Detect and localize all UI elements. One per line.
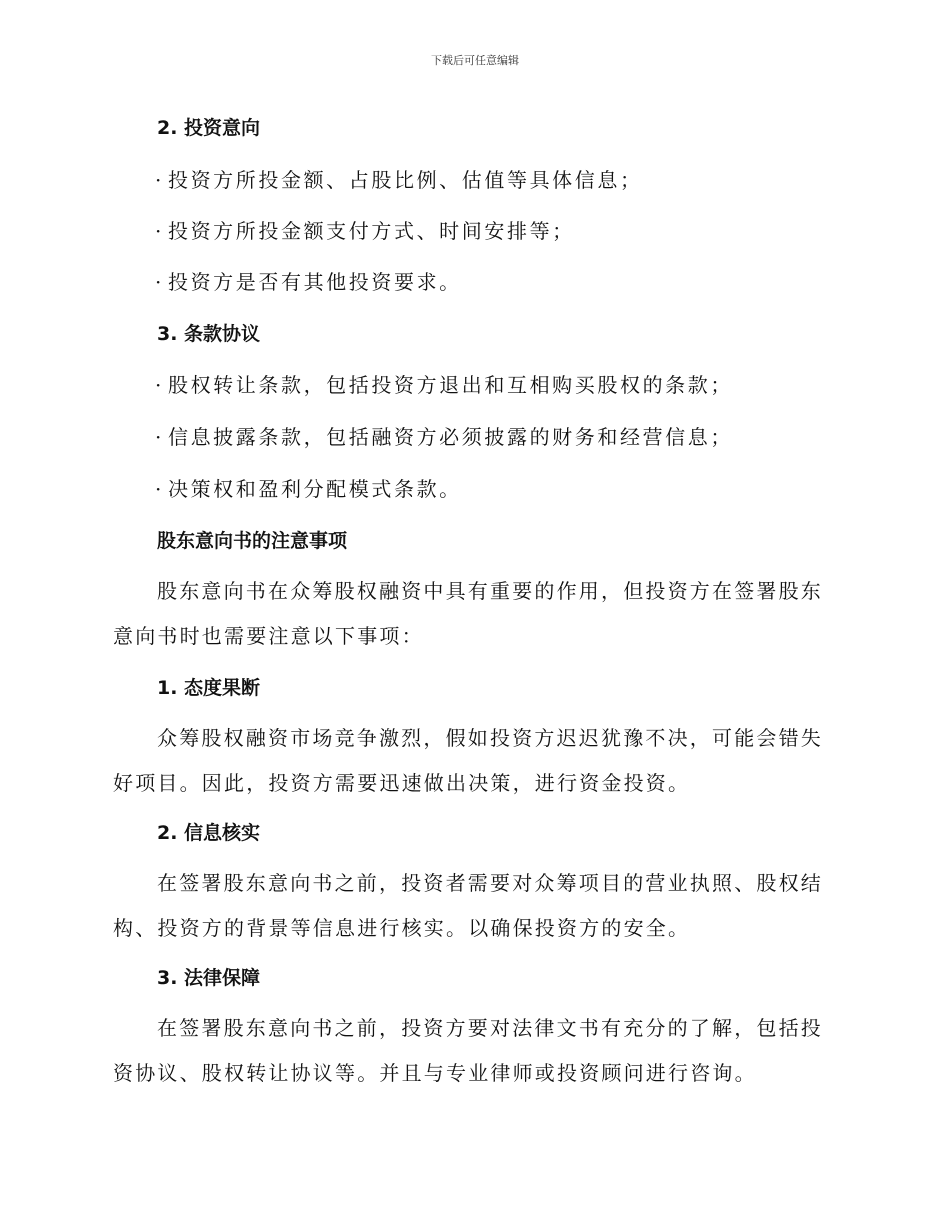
- bullet-item: [155, 268, 462, 296]
- bullet-text: 投资方所投金额、占股比例、估值等具体信息；: [167, 168, 643, 192]
- bullet-dot: ·: [155, 425, 164, 449]
- note-paragraph-legal: 在签署股东意向书之前，投资方要对法律文书有充分的了解，包括投资协议、股权转让协议等。并且与专业律师或投资顾问进行咨询。: [113, 1016, 823, 1085]
- bullet-item: [155, 166, 643, 194]
- note-paragraph-verification: 在签署股东意向书之前，投资者需要对众筹项目的营业执照、股权结构、投资方的背景等信息进行核实。以确保投资方的安全。: [113, 871, 823, 940]
- bullet-dot: ·: [155, 270, 164, 294]
- note-paragraph-decisiveness: 众筹股权融资市场竞争激烈，假如投资方迟迟犹豫不决，可能会错失好项目。因此，投资方需要迅速做出决策，进行资金投资。: [113, 726, 823, 795]
- note-heading-verification: 2. 信息核实: [157, 822, 261, 844]
- notes-intro-paragraph: 股东意向书在众筹股权融资中具有重要的作用，但投资方在签署股东意向书时也需要注意以下事项：: [113, 579, 823, 648]
- note-heading-decisiveness: 1. 态度果断: [157, 677, 261, 699]
- bullet-text: 股权转让条款，包括投资方退出和互相购买股权的条款；: [167, 373, 733, 397]
- bullet-text: 信息披露条款，包括融资方必须披露的财务和经营信息；: [167, 425, 733, 449]
- notes-title: 股东意向书的注意事项: [157, 530, 348, 552]
- bullet-dot: ·: [155, 477, 164, 501]
- bullet-dot: ·: [155, 373, 164, 397]
- bullet-text: 决策权和盈利分配模式条款。: [167, 477, 462, 501]
- section-heading-terms: 3. 条款协议: [157, 323, 261, 345]
- bullet-dot: ·: [155, 219, 164, 243]
- bullet-text: 投资方所投金额支付方式、时间安排等；: [167, 219, 575, 243]
- bullet-item: [155, 217, 575, 245]
- bullet-text: 投资方是否有其他投资要求。: [167, 270, 462, 294]
- bullet-item: [155, 475, 462, 503]
- section-heading-investment-intent: 2. 投资意向: [157, 117, 261, 139]
- bullet-item: [155, 423, 733, 451]
- bullet-dot: ·: [155, 168, 164, 192]
- bullet-item: [155, 371, 733, 399]
- page-header-note: 下载后可任意编辑: [431, 54, 519, 67]
- note-heading-legal: 3. 法律保障: [157, 967, 261, 989]
